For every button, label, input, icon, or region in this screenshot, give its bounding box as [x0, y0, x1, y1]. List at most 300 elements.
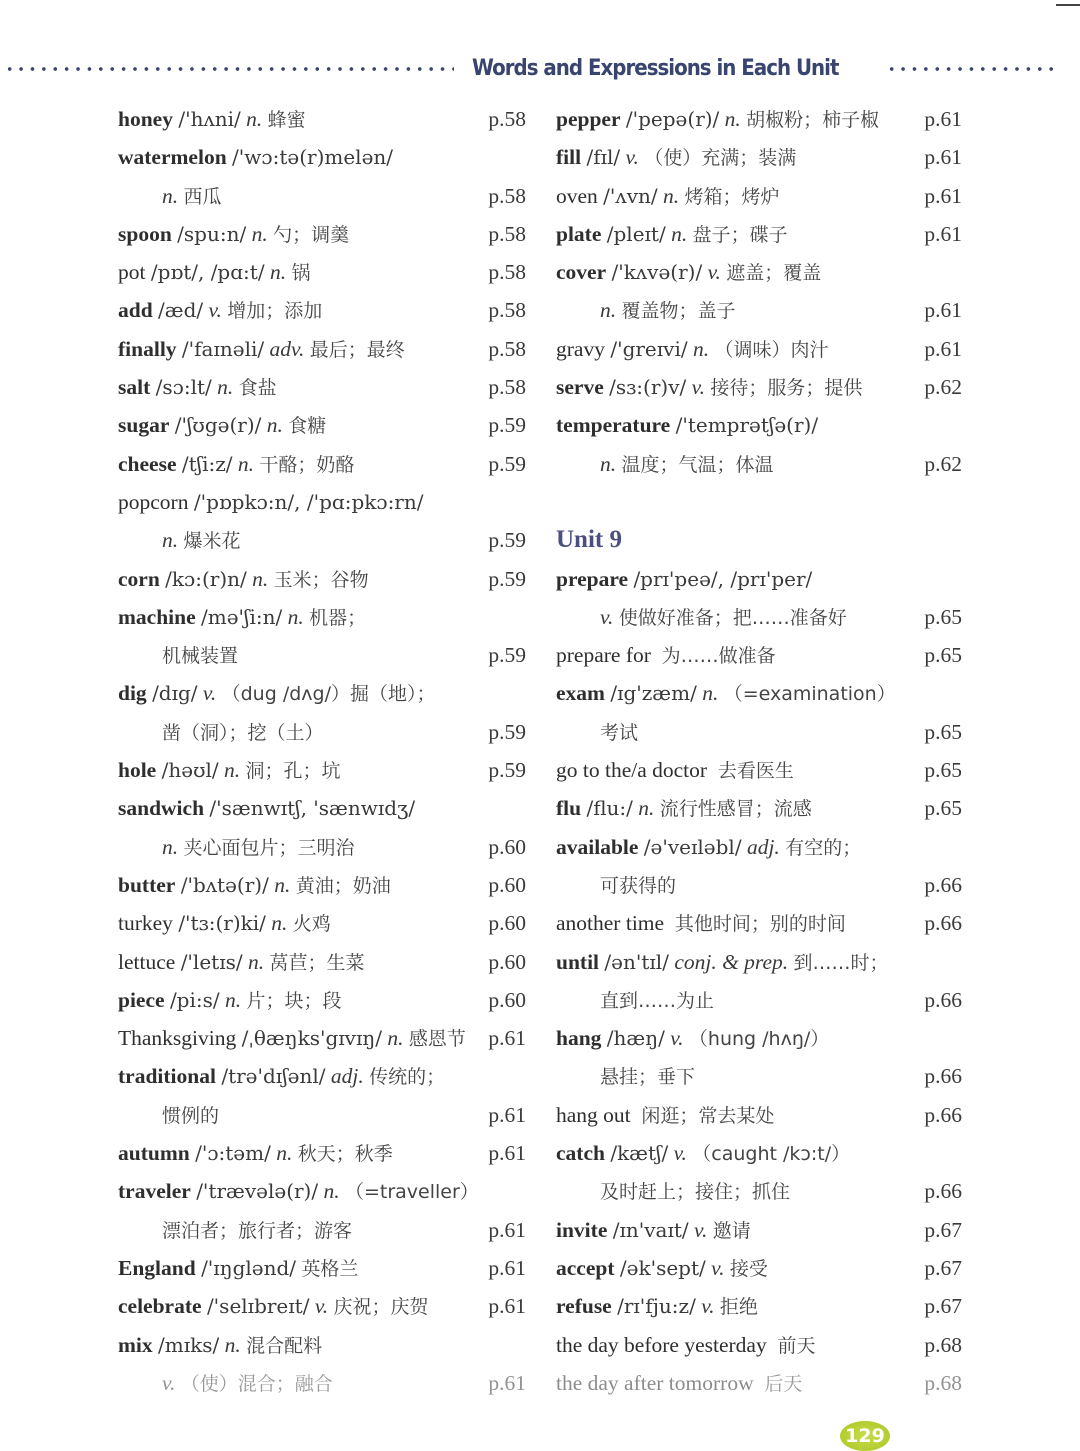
meaning: （hung /hʌŋ/） [688, 1028, 830, 1051]
phonetic: /'letɪs/ [180, 949, 243, 974]
entry-text [600, 981, 714, 1020]
phonetic: /'temprətʃə(r)/ [675, 413, 819, 438]
entry-text [118, 483, 424, 521]
vocab-entry [556, 1096, 966, 1134]
vocab-entry [556, 560, 966, 598]
page-ref: p.59 [488, 528, 526, 553]
entry-text [162, 1364, 333, 1403]
page-ref: p.66 [924, 987, 962, 1012]
vocab-entry [556, 904, 966, 942]
phonetic: /pɒt/, /pɑ:t/ [150, 260, 265, 285]
headword: traveler [118, 1179, 191, 1204]
entry-text [118, 1287, 429, 1326]
meaning: 前天 [777, 1334, 816, 1357]
entry-continuation [556, 866, 966, 904]
entry-continuation [118, 1211, 528, 1249]
vocab-entry [118, 291, 528, 329]
part-of-speech: v. [670, 1026, 684, 1051]
meaning: 最后；最终 [309, 338, 405, 361]
entry-text [162, 1211, 352, 1250]
phonetic: /mə'ʃi:n/ [201, 604, 283, 629]
headword: traditional [118, 1064, 216, 1089]
phrase: hang out [556, 1102, 631, 1127]
phrase: prepare for [556, 643, 651, 668]
entry-text [556, 904, 846, 943]
page-ref: p.59 [488, 719, 526, 744]
part-of-speech: n. [724, 107, 741, 131]
part-of-speech: v. [711, 1255, 725, 1280]
vocab-entry [556, 406, 966, 444]
page-ref: p.62 [924, 451, 962, 476]
page-ref: p.60 [488, 987, 526, 1012]
vocab-entry [118, 1134, 528, 1172]
meaning: （=examination） [723, 683, 896, 706]
page-ref: p.65 [924, 643, 962, 668]
part-of-speech: adv. [269, 336, 305, 361]
entry-text [600, 1172, 790, 1211]
part-of-speech: n. [269, 260, 287, 285]
vocab-entry [556, 828, 966, 866]
headword: salt [118, 375, 151, 400]
entry-text [162, 713, 324, 752]
entry-continuation [118, 521, 528, 559]
meaning: 混合配料 [246, 1334, 323, 1357]
headword: England [118, 1255, 196, 1280]
entry-text [556, 751, 794, 790]
part-of-speech: n. [252, 566, 269, 591]
part-of-speech: n. [224, 1332, 241, 1357]
phonetic: /'tɜ:(r)ki/ [178, 911, 266, 936]
headword: hang [556, 1026, 602, 1051]
entry-text [556, 1249, 768, 1288]
phonetic: /'wɔ:tə(r)melən/ [232, 145, 394, 170]
phrase: the day before yesterday [556, 1332, 767, 1357]
meaning: 夹心面包片；三明治 [183, 836, 355, 859]
headword: Thanksgiving [118, 1026, 237, 1051]
vocab-entry [118, 253, 528, 291]
right-column [556, 100, 966, 1402]
phrase: the day after tomorrow [556, 1370, 754, 1395]
headword: pot [118, 260, 146, 285]
page-ref: p.61 [488, 1102, 526, 1127]
entry-text [162, 177, 222, 216]
vocab-entry [118, 674, 528, 712]
meaning: （使）混合；融合 [180, 1372, 333, 1395]
page-ref: p.59 [488, 451, 526, 476]
page-ref: p.61 [924, 183, 962, 208]
page-ref: p.58 [488, 260, 526, 285]
page-ref: p.61 [924, 221, 962, 246]
part-of-speech: n. [600, 298, 617, 323]
vocab-entry [118, 904, 528, 942]
vocab-entry [118, 138, 528, 176]
entry-continuation [556, 1172, 966, 1210]
entry-text [600, 291, 736, 330]
headword: prepare [556, 566, 629, 591]
meaning: 覆盖物；盖子 [621, 300, 736, 323]
headword: plate [556, 221, 602, 246]
part-of-speech: n. [671, 221, 688, 246]
page-ref: p.66 [924, 1064, 962, 1089]
meaning: 感恩节 [408, 1028, 466, 1051]
entry-text [118, 406, 326, 445]
entry-text [556, 560, 812, 598]
phonetic: /'ʌvn/ [603, 183, 658, 208]
entry-text [118, 1249, 358, 1288]
entry-text [118, 789, 415, 827]
page-ref: p.58 [488, 336, 526, 361]
phonetic: /sɔ:lt/ [155, 375, 212, 400]
page-ref: p.61 [924, 145, 962, 170]
entry-text [600, 866, 676, 905]
vocab-entry [556, 789, 966, 827]
phonetic: /'faɪnəli/ [181, 336, 265, 361]
entry-text [162, 1096, 219, 1135]
meaning: 流行性感冒；流感 [659, 798, 812, 821]
vocab-entry [118, 1019, 528, 1057]
vocab-entry [556, 1134, 966, 1172]
page-ref: p.65 [924, 604, 962, 629]
headword: celebrate [118, 1294, 202, 1319]
part-of-speech: n. [274, 872, 291, 897]
headword: temperature [556, 413, 671, 438]
headword: popcorn [118, 489, 189, 514]
page-ref: p.58 [488, 375, 526, 400]
vocab-entry [118, 406, 528, 444]
entry-text [118, 1172, 479, 1211]
running-header [0, 54, 1080, 84]
phonetic: /dɪg/ [152, 681, 198, 706]
part-of-speech: n. [702, 681, 719, 706]
entry-continuation [556, 445, 966, 483]
part-of-speech: n. [223, 758, 241, 783]
meaning: 食糖 [288, 415, 327, 438]
phonetic: /spu:n/ [177, 221, 247, 246]
meaning: 有空的； [785, 836, 862, 859]
part-of-speech: v. [202, 681, 217, 706]
part-of-speech: adj. [746, 834, 780, 859]
phonetic: /'bʌtə(r)/ [180, 872, 269, 897]
part-of-speech: n. [266, 413, 283, 438]
page-ref: p.67 [924, 1217, 962, 1242]
entry-text [600, 1057, 695, 1096]
meaning: 盘子；碟子 [692, 223, 788, 246]
section-spacer [556, 483, 966, 521]
phonetic: /trə'dɪʃənl/ [221, 1064, 326, 1089]
part-of-speech: n. [600, 451, 617, 476]
phonetic: /tʃi:z/ [181, 451, 233, 476]
headword: fill [556, 145, 582, 170]
meaning: 胡椒粉；柿子椒 [746, 109, 880, 131]
meaning: （调味）肉汁 [714, 338, 829, 361]
meaning: 西瓜 [183, 185, 222, 208]
page-ref: p.61 [488, 1141, 526, 1166]
entry-text [556, 253, 821, 292]
unit-heading: Unit 9 [556, 526, 622, 554]
part-of-speech: n. [225, 987, 242, 1012]
part-of-speech: v. [162, 1370, 176, 1395]
meaning: 烤箱；烤炉 [684, 185, 780, 208]
meaning: 使做好准备；把……准备好 [618, 606, 847, 629]
vocab-entry [118, 1057, 528, 1095]
phrase: go to the/a doctor [556, 758, 708, 783]
vocab-entry [118, 1287, 528, 1325]
phonetic: /'kʌvə(r)/ [611, 260, 703, 285]
phonetic: /'hʌni/ [178, 107, 241, 131]
meaning: 蜂蜜 [267, 109, 306, 131]
vocab-entry [556, 330, 966, 368]
page-ref: p.58 [488, 221, 526, 246]
part-of-speech: adj. [330, 1064, 364, 1089]
headword: flu [556, 796, 582, 821]
page-ref: p.68 [924, 1332, 962, 1357]
entry-text [162, 636, 238, 675]
headword: mix [118, 1332, 153, 1357]
entry-text [556, 943, 889, 982]
page-ref: p.65 [924, 758, 962, 783]
entry-text [118, 1057, 445, 1096]
page-ref: p.66 [924, 1179, 962, 1204]
part-of-speech: n. [251, 221, 268, 246]
headword: hole [118, 758, 157, 783]
headword: sugar [118, 413, 170, 438]
page-ref: p.68 [924, 1370, 962, 1395]
page-ref: p.59 [488, 566, 526, 591]
headword: refuse [556, 1294, 612, 1319]
vocab-entry [118, 560, 528, 598]
part-of-speech: v. [314, 1294, 329, 1319]
headword: catch [556, 1141, 605, 1166]
vocab-entry [556, 138, 966, 176]
headword: finally [118, 336, 177, 361]
meaning: 接待；服务；提供 [710, 377, 863, 400]
meaning: 英格兰 [301, 1257, 359, 1280]
meaning: 增加；添加 [227, 300, 323, 323]
part-of-speech: v. [673, 1141, 687, 1166]
vocab-entry [556, 943, 966, 981]
vocab-entry [118, 1249, 528, 1287]
part-of-speech: n. [162, 834, 179, 859]
entry-text [118, 981, 342, 1020]
page-ref: p.66 [924, 872, 962, 897]
phonetic: /hæŋ/ [606, 1026, 665, 1051]
part-of-speech: n. [237, 451, 254, 476]
vocab-entry [118, 981, 528, 1019]
entry-continuation [556, 598, 966, 636]
dotted-leader-right [886, 66, 1056, 72]
part-of-speech: n. [217, 375, 234, 400]
phonetic: /ək'sept/ [619, 1255, 706, 1280]
page-ref: p.67 [924, 1294, 962, 1319]
page-ref: p.65 [924, 796, 962, 821]
entry-text [162, 521, 241, 560]
meaning: 爆米花 [183, 530, 241, 553]
header-title: Words and Expressions in Each Unit [472, 56, 839, 81]
headword: machine [118, 604, 196, 629]
part-of-speech: n. [287, 604, 304, 629]
headword: cover [556, 260, 607, 285]
entry-text [118, 866, 391, 905]
phonetic: /'ɔ:təm/ [195, 1141, 271, 1166]
meaning: 温度；气温；体温 [621, 453, 774, 476]
meaning: （dug /dʌg/）掘（地）； [221, 683, 436, 706]
part-of-speech: n. [323, 1179, 340, 1204]
phrase: another time [556, 911, 665, 936]
headword: serve [556, 375, 604, 400]
entry-text [118, 598, 366, 637]
vocab-entry [556, 177, 966, 215]
page-ref: p.61 [488, 1294, 526, 1319]
vocab-entry [118, 1326, 528, 1364]
meaning: 秋天；秋季 [297, 1143, 393, 1166]
part-of-speech: n. [246, 107, 263, 131]
vocab-entry [118, 100, 528, 138]
vocab-entry [556, 253, 966, 291]
entry-continuation [118, 1364, 528, 1402]
phonetic: /'pepə(r)/ [625, 107, 720, 131]
vocab-entry [118, 368, 528, 406]
vocab-entry [118, 445, 528, 483]
part-of-speech: n. [692, 336, 710, 361]
headword: turkey [118, 911, 173, 936]
headword: piece [118, 987, 165, 1012]
headword: sandwich [118, 796, 205, 821]
entry-text [118, 904, 331, 943]
headword: honey [118, 107, 173, 131]
headword: cheese [118, 451, 177, 476]
page-ref: p.58 [488, 298, 526, 323]
page-ref: p.61 [924, 336, 962, 361]
entry-text [556, 1364, 802, 1403]
entry-text [556, 636, 776, 675]
part-of-speech: v. [694, 1217, 708, 1242]
entry-text [118, 943, 364, 982]
part-of-speech: v. [625, 145, 639, 170]
entry-text [162, 828, 355, 867]
meaning: 为……做准备 [661, 645, 776, 668]
headword: add [118, 298, 153, 323]
phonetic: /'sænwɪtʃ, 'sænwɪdʒ/ [209, 796, 416, 821]
meaning: 直到……为止 [600, 989, 715, 1012]
page-ref: p.59 [488, 643, 526, 668]
page-ref: p.60 [488, 872, 526, 897]
vocab-entry [118, 789, 528, 827]
meaning: 干酪；奶酪 [259, 453, 355, 476]
entry-text [556, 674, 896, 713]
meaning: 火鸡 [292, 913, 331, 936]
headword: lettuce [118, 949, 176, 974]
top-edge-rule [1056, 4, 1080, 6]
entry-text [118, 674, 436, 713]
phonetic: /'ɪŋglənd/ [201, 1255, 297, 1280]
entry-continuation [118, 636, 528, 674]
headword: oven [556, 183, 598, 208]
page-ref: p.61 [488, 1255, 526, 1280]
entry-continuation [118, 177, 528, 215]
part-of-speech: n. [638, 796, 655, 821]
vocab-entry [556, 1249, 966, 1287]
headword: available [556, 834, 639, 859]
entry-text [118, 1019, 466, 1058]
meaning: 及时赶上；接住；抓住 [600, 1181, 791, 1204]
entry-text [118, 253, 310, 292]
page-ref: p.59 [488, 758, 526, 783]
meaning: （caught /kɔ:t/） [692, 1143, 851, 1166]
meaning: 片；块；段 [246, 989, 342, 1012]
phonetic: /ən'tɪl/ [604, 949, 669, 974]
meaning: 庆祝；庆贺 [333, 1296, 429, 1319]
entry-text [118, 330, 405, 369]
entry-text [556, 1287, 758, 1326]
part-of-speech: n. [387, 1026, 404, 1051]
dotted-leader-left [4, 66, 454, 72]
headword: butter [118, 872, 176, 897]
headword: autumn [118, 1141, 190, 1166]
meaning: 拒绝 [719, 1296, 758, 1319]
headword: gravy [556, 336, 605, 361]
page-ref: p.60 [488, 949, 526, 974]
phonetic: /'trævələ(r)/ [196, 1179, 319, 1204]
page-ref: p.60 [488, 834, 526, 859]
vocab-entry [118, 330, 528, 368]
entry-text [556, 215, 788, 254]
page-ref: p.67 [924, 1255, 962, 1280]
entry-text [118, 138, 393, 176]
meaning: 闲逛；常去某处 [641, 1104, 775, 1127]
phonetic: /flu:/ [586, 796, 633, 821]
vocab-entry [118, 943, 528, 981]
vocab-entry [556, 368, 966, 406]
entry-text [600, 445, 774, 484]
vocab-entry [556, 1287, 966, 1325]
entry-text [556, 100, 879, 139]
headword: spoon [118, 221, 172, 246]
meaning: 其他时间；别的时间 [674, 913, 846, 936]
entry-text [556, 330, 828, 369]
part-of-speech: n. [162, 183, 179, 208]
entry-text [118, 291, 322, 330]
part-of-speech: n. [162, 528, 179, 553]
headword: exam [556, 681, 605, 706]
meaning: 遮盖；覆盖 [726, 262, 822, 285]
page-ref: p.65 [924, 719, 962, 744]
vocab-entry [556, 1364, 966, 1402]
headword: watermelon [118, 145, 227, 170]
vocab-entry [556, 751, 966, 789]
headword: accept [556, 1255, 615, 1280]
page-ref: p.61 [488, 1217, 526, 1242]
entry-text [600, 713, 638, 752]
phonetic: /fɪl/ [586, 145, 621, 170]
page-ref: p.66 [924, 1102, 962, 1127]
part-of-speech: n. [271, 911, 288, 936]
phonetic: /'ʃʊgə(r)/ [174, 413, 262, 438]
vocab-entry [556, 215, 966, 253]
entry-text [556, 1096, 774, 1135]
entry-text [556, 789, 812, 828]
vocab-entry [118, 215, 528, 253]
meaning: 洞；孔；坑 [245, 760, 341, 783]
meaning: 玉米；谷物 [273, 568, 369, 591]
entry-continuation [556, 981, 966, 1019]
vocab-entry [118, 483, 528, 521]
left-column [118, 100, 528, 1402]
vocab-entry [118, 598, 528, 636]
headword: pepper [556, 107, 621, 131]
entry-text [118, 445, 354, 484]
part-of-speech: conj. & prep. [674, 949, 789, 974]
entry-text [556, 368, 862, 407]
